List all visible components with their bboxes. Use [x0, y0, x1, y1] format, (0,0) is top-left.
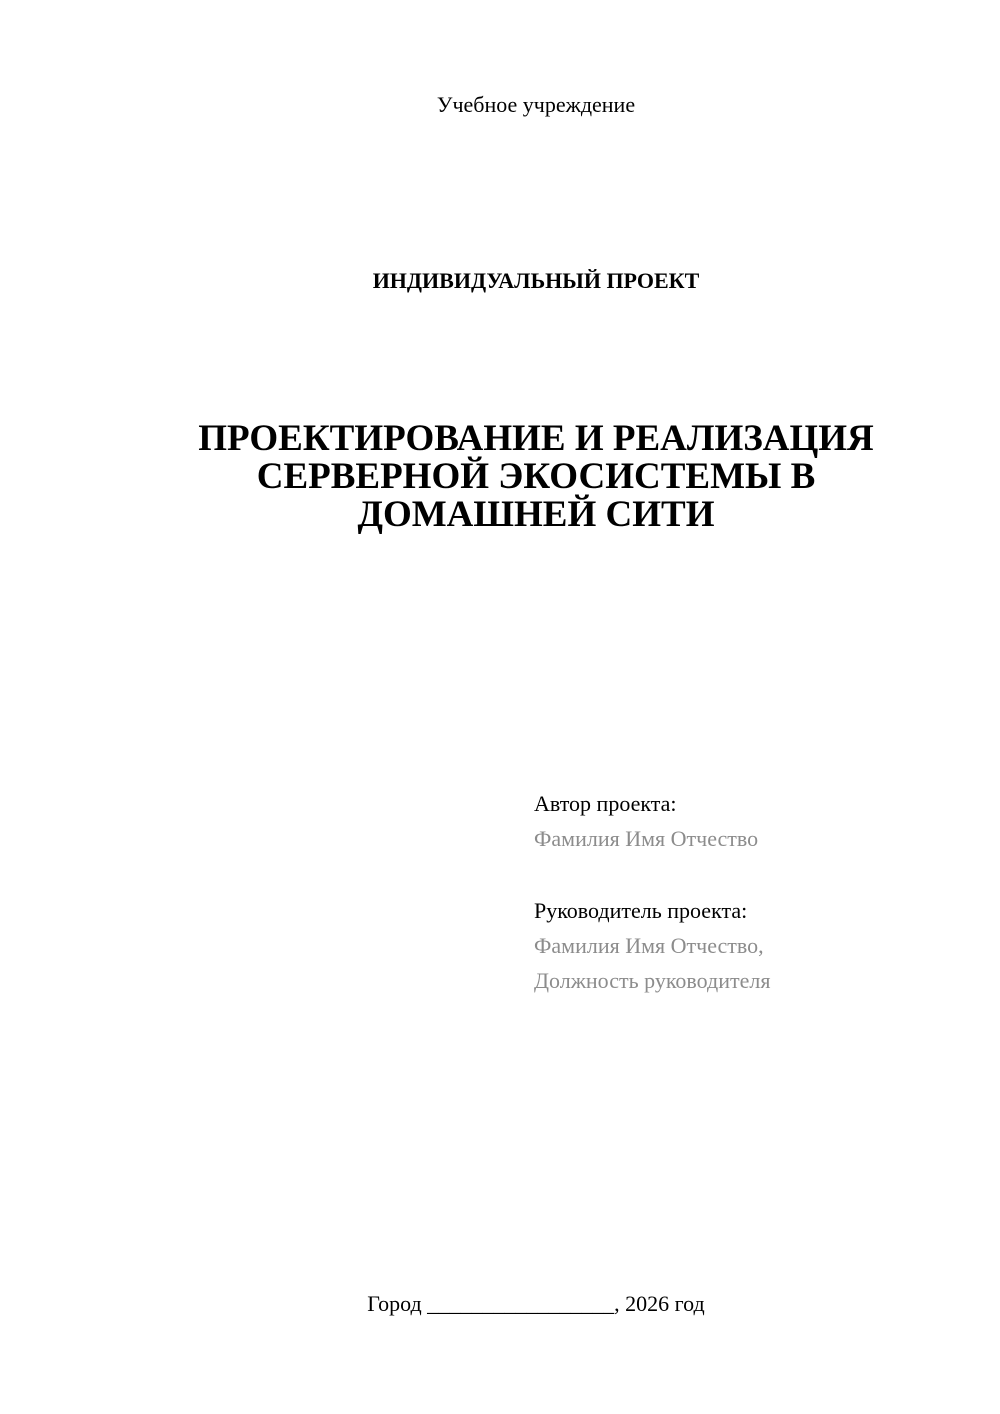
supervisor-position: Должность руководителя	[534, 968, 771, 993]
project-title-line-3: ДОМАШНЕЙ СИТИ	[357, 494, 715, 535]
project-type-heading: ИНДИВИДУАЛЬНЫЙ ПРОЕКТ	[372, 268, 700, 293]
city-year-footer: Город _________________, 2026 год	[367, 1291, 705, 1316]
author-name: Фамилия Имя Отчество	[534, 826, 759, 851]
institution-name: Учебное учреждение	[436, 92, 636, 117]
author-block	[534, 786, 974, 856]
supervisor-block	[534, 893, 974, 998]
project-title	[0, 420, 1000, 534]
author-label: Автор проекта:	[534, 791, 677, 816]
supervisor-name: Фамилия Имя Отчество,	[534, 933, 764, 958]
project-title-line-2: СЕРВЕРНОЙ ЭКОСИСТЕМЫ В	[256, 456, 816, 497]
supervisor-label: Руководитель проекта:	[534, 898, 748, 923]
project-title-line-1: ПРОЕКТИРОВАНИЕ И РЕАЛИЗАЦИЯ	[198, 418, 874, 459]
